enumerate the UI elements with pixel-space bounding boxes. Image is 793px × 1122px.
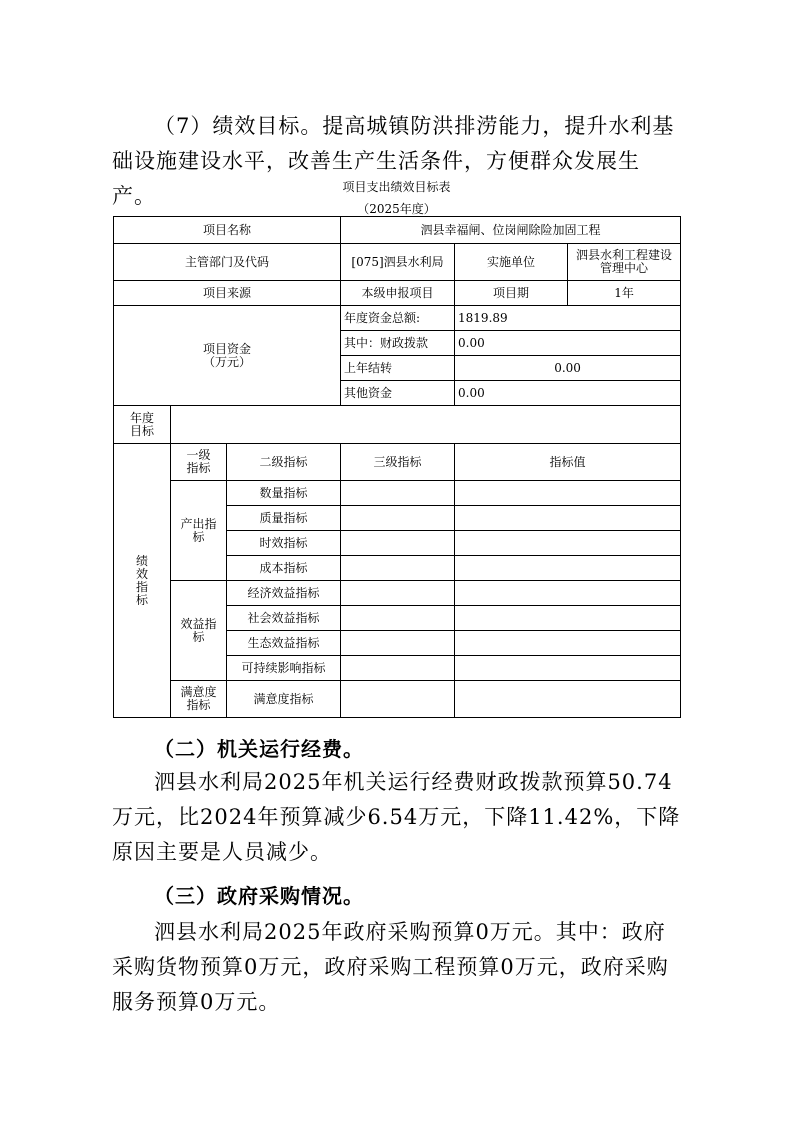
funds-fiscal-value: 0.00: [455, 331, 681, 356]
funds-total-value: 1819.89: [455, 306, 681, 331]
indicator-value-cell: [455, 681, 681, 718]
indicator-social: 社会效益指标: [227, 606, 341, 631]
indicator-sustainable: 可持续影响指标: [227, 656, 341, 681]
project-funds-label-text: 项目资金（万元）: [203, 341, 252, 369]
project-period-label: 项目期: [455, 281, 568, 306]
indicator-cell: [341, 631, 455, 656]
funds-other-value: 0.00: [455, 381, 681, 406]
performance-target-table: [113, 216, 681, 718]
indicator-value-cell: [455, 556, 681, 581]
table-title: 项目支出绩效目标表: [342, 180, 451, 194]
project-source-value: 本级申报项目: [341, 281, 455, 306]
indicator-economic: 经济效益指标: [227, 581, 341, 606]
table-year: （2025年度）: [357, 202, 436, 216]
group-output: [171, 481, 227, 581]
dept-value: [075]泗县水利局: [341, 244, 455, 281]
indicator-value-cell: [455, 481, 681, 506]
funds-fiscal-label: 其中：财政拨款: [341, 331, 455, 356]
project-period-value: 1年: [568, 281, 681, 306]
group-satisfaction: [171, 681, 227, 718]
indicator-value-cell: [455, 581, 681, 606]
indicator-value-cell: [455, 506, 681, 531]
col-header-value: 指标值: [455, 444, 681, 481]
annual-goal-label: [114, 406, 171, 444]
col-header-level1: [171, 444, 227, 481]
performance-goal-paragraph: （7）绩效目标。提高城镇防洪排涝能力，提升水利基础设施建设水平，改善生产生活条件，方便群众发展生产。: [112, 114, 675, 208]
section-3-paragraph: 泗县水利局2025年政府采购预算0万元。其中：政府采购货物预算0万元，政府采购工程预算0万元，政府采购服务预算0万元。: [112, 920, 669, 1014]
indicator-cell: [341, 481, 455, 506]
indicators-label: [114, 444, 171, 718]
funds-carryover-value: 0.00: [455, 356, 681, 381]
indicator-value-cell: [455, 631, 681, 656]
indicator-quantity: 数量指标: [227, 481, 341, 506]
indicator-cell: [341, 506, 455, 531]
group-output-text: 产出指标: [180, 516, 217, 544]
dept-label: 主管部门及代码: [114, 244, 341, 281]
impl-unit-value: 泗县水利工程建设管理中心: [568, 244, 681, 281]
indicator-cost: 成本指标: [227, 556, 341, 581]
indicator-satisfaction: 满意度指标: [227, 681, 341, 718]
funds-other-label: 其他资金: [341, 381, 455, 406]
indicator-cell: [341, 606, 455, 631]
indicators-label-text: 绩效指标: [135, 553, 148, 607]
section-3-heading: （三）政府采购情况。: [154, 884, 364, 908]
project-name-value: 泗县幸福闸、位岗闸除险加固工程: [341, 217, 681, 244]
project-funds-label: [114, 306, 341, 406]
indicator-value-cell: [455, 531, 681, 556]
indicator-quality: 质量指标: [227, 506, 341, 531]
section-2-heading: （二）机关运行经费。: [154, 737, 364, 761]
col-header-level1-text: 一级指标: [186, 448, 211, 475]
indicator-cell: [341, 531, 455, 556]
indicator-timeliness: 时效指标: [227, 531, 341, 556]
indicator-cell: [341, 681, 455, 718]
col-header-level3: 三级指标: [341, 444, 455, 481]
section-2-paragraph: 泗县水利局2025年机关运行经费财政拨款预算50.74万元，比2024年预算减少6.54万元，下降11.42%，下降原因主要是人员减少。: [112, 770, 681, 864]
indicator-cell: [341, 556, 455, 581]
group-satisfaction-text: 满意度指标: [180, 685, 217, 712]
project-name-label: 项目名称: [114, 217, 341, 244]
impl-unit-label: 实施单位: [455, 244, 568, 281]
indicator-cell: [341, 656, 455, 681]
indicator-cell: [341, 581, 455, 606]
annual-goal-value: [171, 406, 681, 444]
indicator-ecological: 生态效益指标: [227, 631, 341, 656]
group-benefit-text: 效益指标: [180, 616, 217, 644]
annual-goal-label-text: 年度目标: [129, 410, 154, 438]
indicator-value-cell: [455, 606, 681, 631]
funds-carryover-label: 上年结转: [341, 356, 455, 381]
group-benefit: [171, 581, 227, 681]
funds-total-label: 年度资金总额:: [341, 306, 455, 331]
project-source-label: 项目来源: [114, 281, 341, 306]
col-header-level2: 二级指标: [227, 444, 341, 481]
indicator-value-cell: [455, 656, 681, 681]
